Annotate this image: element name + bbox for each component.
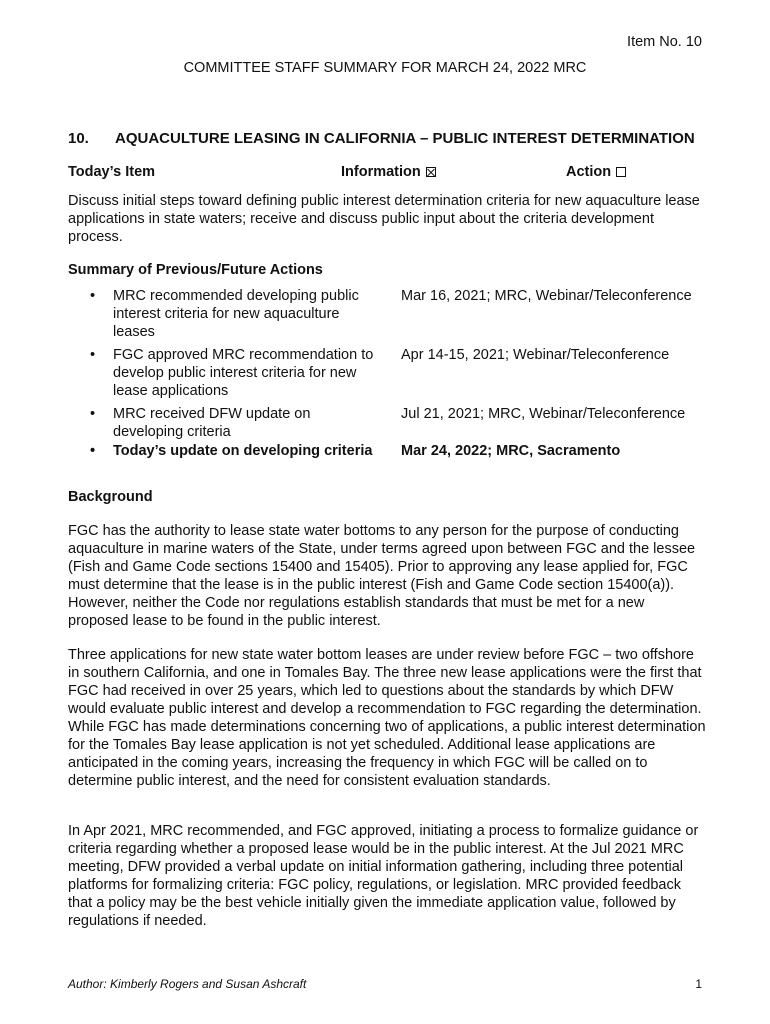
page-number: 1 xyxy=(695,977,702,991)
action-text: MRC received DFW update on developing criteria xyxy=(113,406,311,440)
background-paragraph: FGC has the authority to lease state water bottoms to any person for the purpose of conducting aquaculture in marine waters of the State, under terms agreed upon between FGC and the lessee (Fish and Game Code sections 15400 and 15405). Prior to approving any lease applied for, FGC must determine that the lease is in the public interest (Fish and Game Code section 15400(a)). However, neither the Code nor regulations establish standards that must be met for a new proposed lease to be found in the public interest. xyxy=(68,523,696,629)
bullet-icon: • xyxy=(90,347,96,363)
item-description: Discuss initial steps toward defining public interest determination criteria for new aquaculture lease applications in state waters; receive and discuss public input about the criteria development process. xyxy=(68,193,700,245)
action-date: Apr 14-15, 2021; Webinar/Teleconference xyxy=(401,347,670,363)
information-label: Information xyxy=(341,164,421,180)
committee-title: COMMITTEE STAFF SUMMARY FOR MARCH 24, 2022 MRC xyxy=(183,60,587,76)
action-label: Action xyxy=(566,164,612,180)
item-number: Item No. 10 xyxy=(627,34,702,50)
footer-author: Author: Kimberly Rogers and Susan Ashcraft xyxy=(68,977,307,991)
action-checkbox[interactable] xyxy=(616,167,626,177)
background-heading: Background xyxy=(68,489,153,505)
bullet-icon: • xyxy=(90,288,96,304)
action-date: Mar 24, 2022; MRC, Sacramento xyxy=(401,443,621,459)
action-text: Today’s update on developing criteria xyxy=(113,443,373,459)
background-paragraph: Three applications for new state water bottom leases are under review before FGC – two offshore in southern California, and one in Tomales Bay. The three new lease applications were the first that FGC had received in over 25 years, which led to questions about the standards by which DFW would evaluate public interest and develop a recommendation to FGC regarding the determination. While FGC has made determinations concerning two of applications, a public interest determination for the Tomales Bay lease application is not yet scheduled. Additional lease applications are anticipated in the coming years, increasing the frequency in which FGC will be called on to determine public interest, and the need for consistent evaluation standards. xyxy=(68,647,706,789)
summary-heading: Summary of Previous/Future Actions xyxy=(68,262,323,278)
information-checkbox[interactable] xyxy=(426,167,436,177)
todays-item-label: Today’s Item xyxy=(68,164,156,180)
section-title: AQUACULTURE LEASING IN CALIFORNIA – PUBLIC INTEREST DETERMINATION xyxy=(115,130,695,147)
action-text: FGC approved MRC recommendation to develop public interest criteria for new lease applications xyxy=(113,347,374,399)
list-item xyxy=(90,442,380,460)
information-field xyxy=(341,164,436,180)
bullet-icon: • xyxy=(90,406,96,422)
list-item xyxy=(90,346,380,400)
action-text: MRC recommended developing public interest criteria for new aquaculture leases xyxy=(113,288,359,340)
action-field xyxy=(566,164,626,180)
list-item xyxy=(90,287,380,341)
action-date: Jul 21, 2021; MRC, Webinar/Teleconference xyxy=(401,406,686,422)
background-paragraph: In Apr 2021, MRC recommended, and FGC approved, initiating a process to formalize guidance or criteria regarding whether a proposed lease would be in the public interest. At the Jul 2021 MRC meeting, DFW provided a verbal update on initial information gathering, including three potential platforms for formalizing criteria: FGC policy, regulations, or legislation. MRC provided feedback that a policy may be the best vehicle initially given the immediate application value, followed by regulations if needed. xyxy=(68,823,699,929)
bullet-icon: • xyxy=(90,443,96,459)
action-date: Mar 16, 2021; MRC, Webinar/Teleconference xyxy=(401,288,692,304)
section-number: 10. xyxy=(68,130,89,147)
list-item xyxy=(90,405,380,441)
